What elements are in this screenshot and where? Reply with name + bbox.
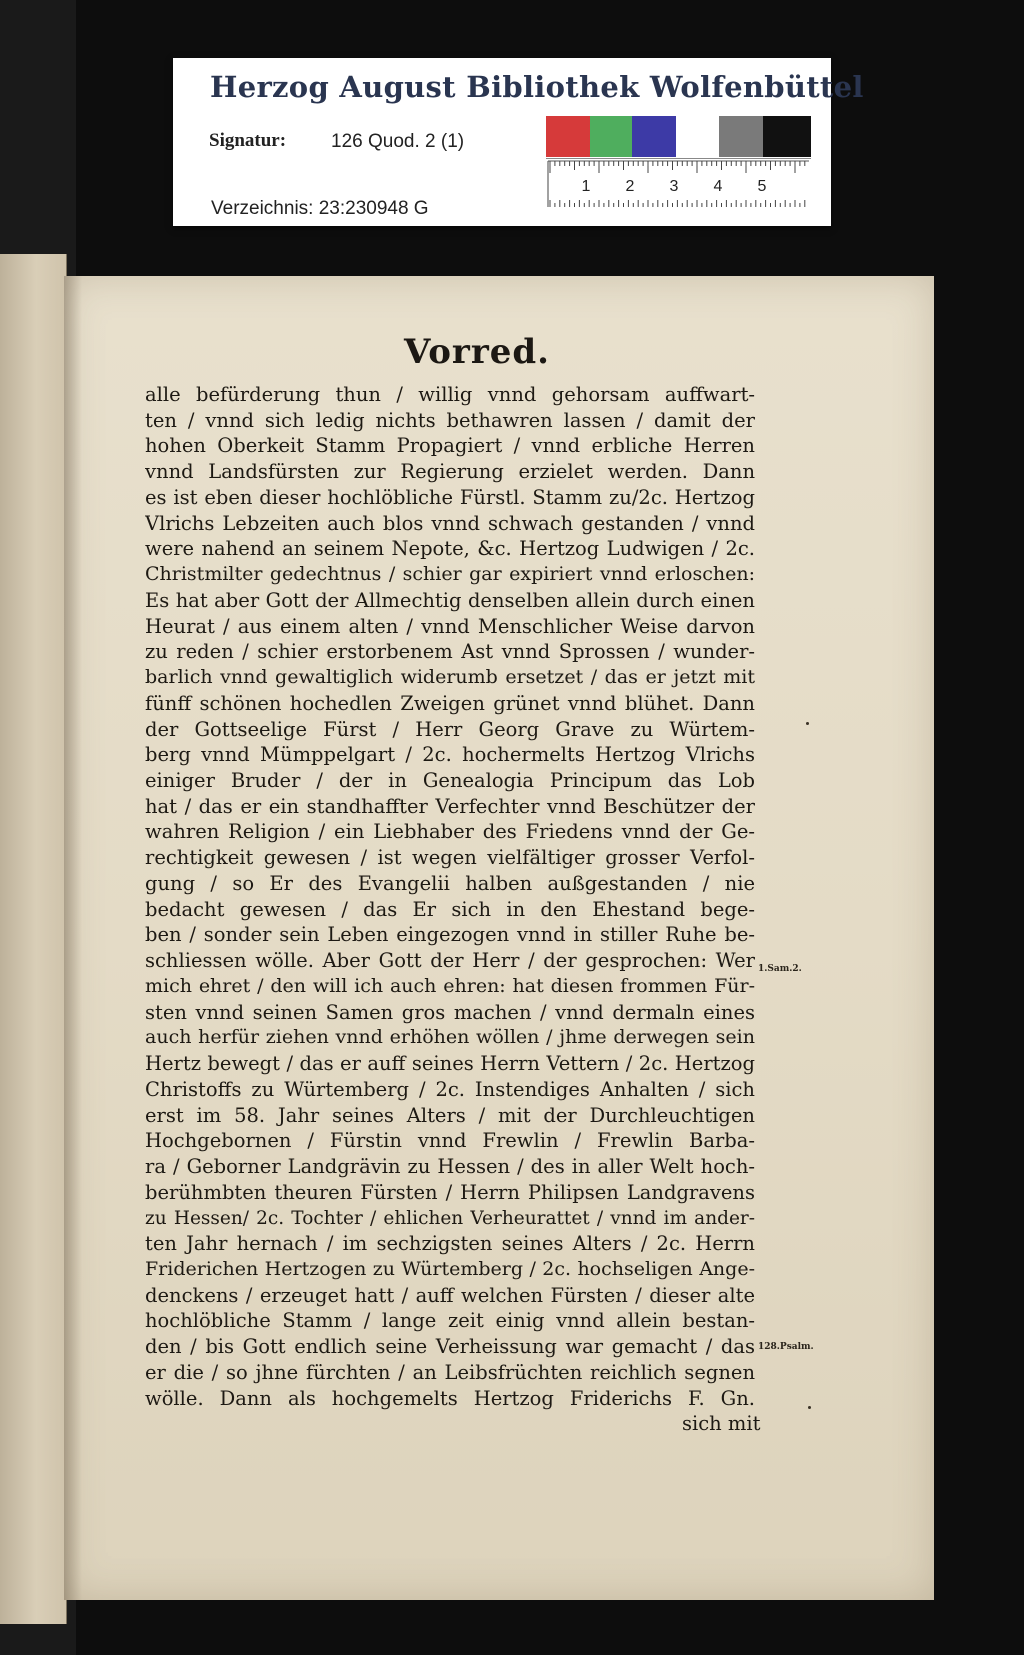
color-swatch (546, 116, 590, 157)
measurement-ruler (546, 158, 811, 209)
text-line: were nahend an seinem Nepote, &c. Hertzog Ludwigen / 2c. (145, 537, 755, 561)
text-line: er die / so jhne fürchten / an Leibsfrüchten reichlich segnen (145, 1360, 755, 1384)
text-line: der Gottseelige Fürst / Herr Georg Grave zu Würtem- (145, 717, 755, 741)
ruler-number: 4 (713, 178, 723, 195)
color-swatch (632, 116, 676, 157)
text-line: berühmbten theuren Fürsten / Herrn Philipsen Landgravens (145, 1180, 755, 1204)
text-line: es ist eben dieser hochlöbliche Fürstl. Stamm zu/2c. Hertzog (145, 485, 755, 509)
text-line: schliessen wölle. Aber Gott der Herr / der gesprochen: Wer (145, 949, 755, 973)
body-text (145, 382, 755, 1411)
ruler-number: 3 (669, 178, 679, 195)
previous-page-edge (0, 254, 67, 1624)
color-swatch (763, 116, 811, 157)
text-line: sten vnnd seinen Samen gros machen / vnnd dermaln eines (145, 1000, 755, 1024)
text-line: Christmilter gedechtnus / schier gar expiriert vnnd erloschen: (145, 563, 755, 586)
text-line: gung / so Er des Evangelii halben außgestanden / nie (145, 871, 755, 895)
text-line: auch herfür ziehen vnnd erhöhen wöllen / jhme derwegen sein (145, 1026, 755, 1049)
text-line: rechtigkeit gewesen / ist wegen vielfältiger grosser Verfol- (145, 846, 755, 870)
text-line: hat / das er ein standhaffter Verfechter vnnd Beschützer der (145, 794, 755, 818)
text-line: erst im 58. Jahr seines Alters / mit der Durchleuchtigen (145, 1103, 755, 1127)
text-line: ten Jahr hernach / im sechzigsten seines Alters / 2c. Herrn (145, 1232, 755, 1256)
text-line: zu reden / schier erstorbenem Ast vnnd Sprossen / wunder- (145, 640, 755, 664)
ruler-number: 2 (625, 178, 635, 195)
text-line: vnnd Landsfürsten zur Regierung erzielet werden. Dann (145, 460, 755, 484)
marginal-note-2: 128.Psalm. (758, 1342, 814, 1352)
text-line: wahren Religion / ein Liebhaber des Friedens vnnd der Ge- (145, 820, 755, 844)
ruler-graphic (546, 159, 811, 209)
color-swatch (590, 116, 632, 157)
text-line: Hertz bewegt / das er auff seines Herrn Vettern / 2c. Hertzog (145, 1052, 755, 1076)
text-line: bedacht gewesen / das Er sich in den Ehestand bege- (145, 897, 755, 921)
signatur-label: Signatur: (209, 130, 287, 151)
text-line: alle befürderung thun / willig vnnd gehorsam auffwart- (145, 383, 755, 406)
text-line: Friderichen Hertzogen zu Würtemberg / 2c. hochseligen Ange- (145, 1257, 755, 1280)
text-line: Heurat / aus einem alten / vnnd Menschlicher Weise darvon (145, 614, 755, 638)
ruler-number: 5 (757, 178, 767, 195)
text-line: zu Hessen/ 2c. Tochter / ehlichen Verheurattet / vnnd im ander- (145, 1207, 755, 1229)
verzeichnis-value: Verzeichnis: 23:230948 G (211, 198, 429, 219)
text-line: wölle. Dann als hochgemelts Hertzog Friderichs F. Gn. (145, 1386, 755, 1410)
text-line: einiger Bruder / der in Genealogia Principum das Lob (145, 769, 755, 793)
ruler-number: 1 (581, 178, 591, 195)
text-line: mich ehret / den will ich auch ehren: hat diesen frommen Für- (145, 974, 755, 997)
text-line: hochlöbliche Stamm / lange zeit einig vnnd allein bestan- (145, 1309, 755, 1333)
text-line: denckens / erzeuget hatt / auff welchen Fürsten / dieser alte (145, 1283, 755, 1307)
color-swatch (719, 116, 763, 157)
catchword: sich mit (682, 1412, 761, 1435)
text-line: fünff schönen hochedlen Zweigen grünet vnnd blühet. Dann (145, 691, 755, 715)
page-heading: Vorred. (404, 332, 551, 372)
text-line: hohen Oberkeit Stamm Propagiert / vnnd erbliche Herren (145, 434, 755, 458)
text-line: Vlrichs Lebzeiten auch blos vnnd schwach gestanden / vnnd (145, 511, 755, 535)
library-name: Herzog August Bibliothek Wolfenbüttel (210, 70, 864, 104)
page-speck (806, 722, 809, 725)
text-line: barlich vnnd gewaltiglich widerumb ersetzet / das er jetzt mit (145, 666, 755, 689)
page-gutter-shadow (64, 276, 82, 1600)
text-line: ben / sonder sein Leben eingezogen vnnd in stiller Ruhe be- (145, 923, 755, 947)
text-line: ra / Geborner Landgrävin zu Hessen / des in aller Welt hoch- (145, 1155, 755, 1179)
text-line: Es hat aber Gott der Allmechtig denselben allein durch einen (145, 588, 755, 612)
marginal-note-1: 1.Sam.2. (758, 964, 802, 974)
color-calibration-swatches (546, 116, 811, 157)
page-speck (808, 1406, 811, 1409)
text-line: ten / vnnd sich ledig nichts bethawren lassen / damit der (145, 408, 755, 432)
text-line: berg vnnd Mümppelgart / 2c. hochermelts Hertzog Vlrichs (145, 743, 755, 767)
text-line: den / bis Gott endlich seine Verheissung war gemacht / das (145, 1335, 755, 1359)
library-label-card (173, 58, 864, 226)
signatur-value: 126 Quod. 2 (1) (331, 131, 465, 152)
text-line: Hochgebornen / Fürstin vnnd Frewlin / Frewlin Barba- (145, 1129, 755, 1153)
color-swatch (676, 116, 719, 157)
text-line: Christoffs zu Würtemberg / 2c. Instendiges Anhalten / sich (145, 1077, 755, 1101)
